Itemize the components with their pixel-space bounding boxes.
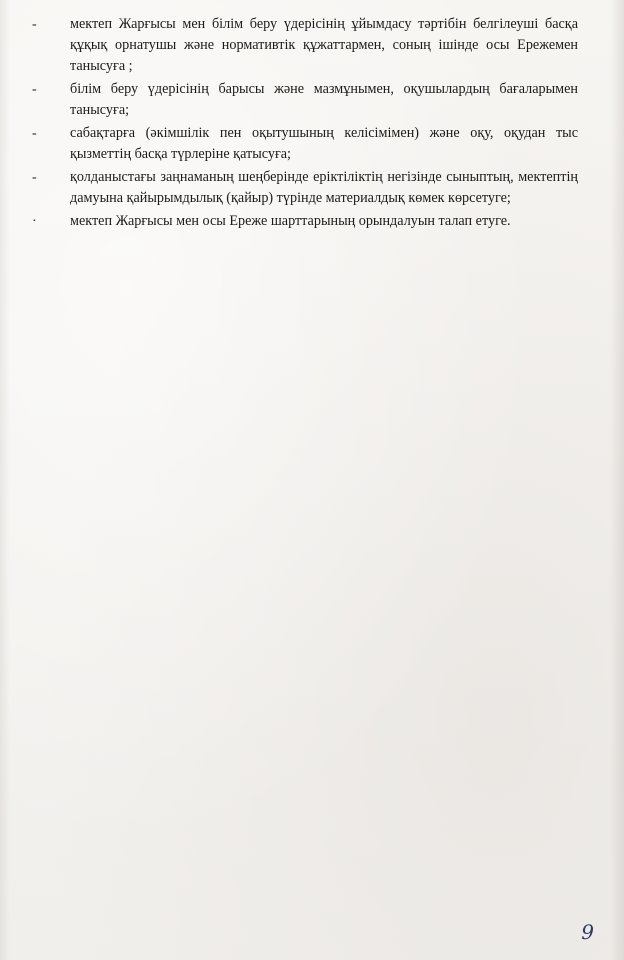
list-bullet: · bbox=[32, 214, 37, 229]
list-bullet: - bbox=[32, 170, 37, 185]
list-item-text: мектеп Жарғысы мен осы Ереже шарттарының орындалуын талап етуге. bbox=[70, 213, 511, 229]
list-bullet: - bbox=[32, 126, 37, 141]
list-item bbox=[26, 79, 578, 121]
page-edge-shadow-right bbox=[610, 0, 624, 960]
list-bullet: - bbox=[32, 17, 37, 32]
page-number: 9 bbox=[581, 920, 594, 944]
list-item bbox=[26, 167, 578, 209]
page-edge-shadow-left bbox=[0, 0, 10, 960]
list-item-text: қолданыстағы заңнаманың шеңберінде еріктіліктің негізінде сыныптың, мектептің дамуына қайырымдылық (қайыр) түрінде материалдық көмек көрсетуге; bbox=[70, 169, 578, 206]
list-item-text: мектеп Жарғысы мен білім беру үдерісінің ұйымдасу тәртібін белгілеуші басқа құқық орнатушы және нормативтік құжаттармен, соның ішінде осы Ережемен танысуға ; bbox=[70, 16, 578, 74]
list-item bbox=[26, 123, 578, 165]
list-bullet: - bbox=[32, 82, 37, 97]
list-item bbox=[26, 211, 578, 232]
document-body bbox=[26, 14, 578, 234]
list-item bbox=[26, 14, 578, 77]
list-item-text: сабақтарға (әкімшілік пен оқытушының келісімімен) және оқу, оқудан тыс қызметтің басқа түрлеріне қатысуға; bbox=[70, 125, 578, 162]
list-item-text: білім беру үдерісінің барысы және мазмұнымен, оқушылардың бағаларымен танысуға; bbox=[70, 81, 578, 118]
